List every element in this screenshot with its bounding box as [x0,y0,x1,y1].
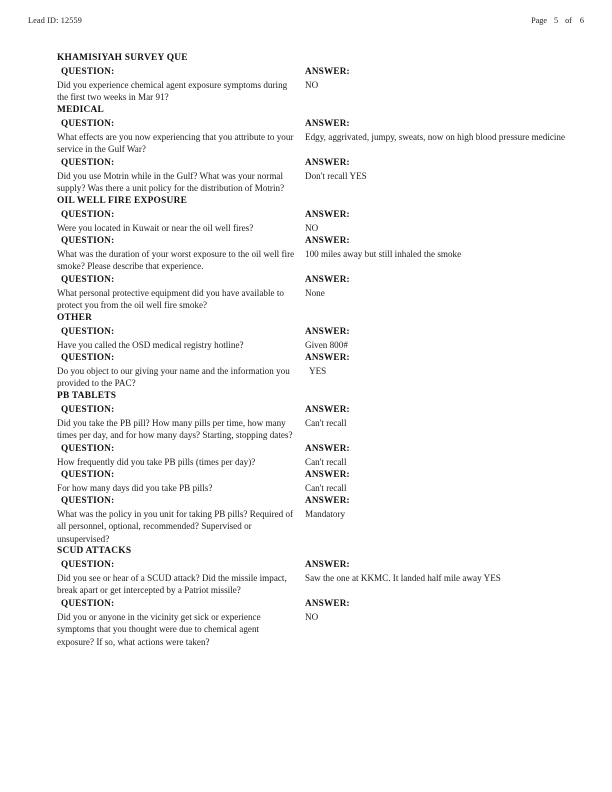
answer-column [305,156,590,182]
answer-label: ANSWER: [305,443,350,453]
question-label: QUESTION: [61,495,115,505]
qa-row [0,558,612,597]
answer-column [305,234,590,260]
question-column [57,351,297,390]
answer-label: ANSWER: [305,235,350,245]
question-text: Do you object to our giving your name and the information you provided to the PAC? [57,365,290,389]
question-text: Did you experience chemical agent exposure symptoms during the first two weeks in Mar 91? [57,79,288,103]
lead-id: Lead ID: 12559 [28,16,82,25]
answer-text: None [305,287,325,298]
question-column [57,117,297,156]
qa-row [0,442,612,468]
question-label: QUESTION: [61,209,115,219]
answer-column [305,117,590,143]
qa-row [0,494,612,545]
qa-row [0,156,612,195]
answer-text: Mandatory [305,508,346,519]
question-label: QUESTION: [61,559,115,569]
question-text: How frequently did you take PB pills (times per day)? [57,456,256,467]
question-text: Were you located in Kuwait or near the oil well fires? [57,222,254,233]
qa-row [0,117,612,156]
answer-column [305,325,590,351]
question-text: Did you or anyone in the vicinity get sick or experience symptoms that you thought were due to chemical agent exposure? If so, what actions were taken? [57,611,261,647]
question-label: QUESTION: [61,404,115,414]
qa-section [0,545,612,648]
qa-row [0,325,612,351]
answer-column [305,558,590,584]
answer-text: NO [305,222,319,233]
question-column [57,442,297,468]
page-number-of: of [565,16,572,25]
question-text: What was the policy in you unit for taking PB pills? Required of all personnel, optional, recommended? Supervised or unsupervised? [57,508,294,544]
qa-section [0,195,612,312]
question-label: QUESTION: [61,469,115,479]
question-column [57,273,297,312]
answer-column [305,494,590,520]
question-column [57,558,297,597]
page-number [531,16,584,25]
answer-column [305,442,590,468]
qa-section [0,312,612,390]
answer-column [305,351,590,377]
answer-label: ANSWER: [305,469,350,479]
section-title: MEDICAL [57,105,105,115]
answer-text: Saw the one at KKMC. It landed half mile away YES [305,572,501,583]
qa-section [0,104,612,195]
question-column [57,156,297,195]
answer-text: Can't recall [305,417,347,428]
page-header [0,16,612,32]
answer-label: ANSWER: [305,118,350,128]
answer-text: Given 800# [305,339,348,350]
question-text: What personal protective equipment did you have available to protect you from the oil well fire smoke? [57,287,284,311]
answer-text: NO [305,79,319,90]
answer-column [305,597,590,623]
question-text: For how many days did you take PB pills? [57,482,213,493]
question-label: QUESTION: [61,598,115,608]
section-title: OIL WELL FIRE EXPOSURE [57,196,188,206]
question-label: QUESTION: [61,66,115,76]
answer-text: Can't recall [305,456,347,467]
answer-label: ANSWER: [305,157,350,167]
answer-text: NO [305,611,319,622]
answer-label: ANSWER: [305,274,350,284]
question-text: Did you take the PB pill? How many pills per time, how many times per day, and for how many days? Starting, stopping dates? [57,417,293,441]
page-number-current: 5 [553,16,559,25]
question-text: Did you use Motrin while in the Gulf? What was your normal supply? Was there a unit policy for the distribution of Motrin? [57,170,285,194]
section-title: KHAMISIYAH SURVEY QUE [57,53,188,63]
question-label: QUESTION: [61,352,115,362]
qa-row [0,403,612,442]
qa-row [0,468,612,494]
question-text: What effects are you now experiencing that you attribute to your service in the Gulf War? [57,131,294,155]
question-column [57,325,297,351]
question-label: QUESTION: [61,443,115,453]
answer-text: Edgy, aggrivated, jumpy, sweats, now on high blood pressure medicine [305,131,566,142]
question-column [57,65,297,104]
answer-label: ANSWER: [305,66,350,76]
question-text: What was the duration of your worst exposure to the oil well fire smoke? Please describe that experience. [57,248,295,272]
answer-column [305,468,590,494]
answer-column [305,65,590,91]
answer-text: Can't recall [305,482,347,493]
answer-label: ANSWER: [305,598,350,608]
qa-row [0,234,612,273]
section-title: OTHER [57,313,93,323]
questionnaire-body [0,52,612,648]
answer-label: ANSWER: [305,495,350,505]
question-label: QUESTION: [61,157,115,167]
answer-label: ANSWER: [305,559,350,569]
section-title: PB TABLETS [57,391,117,401]
page-number-word: Page [531,16,547,25]
question-column [57,494,297,545]
question-column [57,403,297,442]
answer-column [305,208,590,234]
qa-section [0,52,612,104]
answer-column [305,273,590,299]
question-text: Have you called the OSD medical registry hotline? [57,339,244,350]
answer-label: ANSWER: [305,326,350,336]
answer-text: 100 miles away but still inhaled the smoke [305,248,462,259]
question-column [57,208,297,234]
answer-label: ANSWER: [305,352,350,362]
question-label: QUESTION: [61,274,115,284]
answer-text: Don't recall YES [305,170,367,181]
qa-row [0,597,612,648]
qa-row [0,351,612,390]
question-column [57,597,297,648]
question-label: QUESTION: [61,118,115,128]
page-number-total: 6 [579,16,584,25]
question-label: QUESTION: [61,235,115,245]
question-column [57,468,297,494]
qa-row [0,208,612,234]
question-label: QUESTION: [61,326,115,336]
answer-column [305,403,590,429]
answer-label: ANSWER: [305,209,350,219]
qa-section [0,390,612,545]
answer-text: YES [309,365,327,376]
answer-label: ANSWER: [305,404,350,414]
question-column [57,234,297,273]
qa-row [0,273,612,312]
section-title: SCUD ATTACKS [57,546,132,556]
question-text: Did you see or hear of a SCUD attack? Did the missile impact, break apart or get intercepted by a Patriot missile? [57,572,287,596]
qa-row [0,65,612,104]
